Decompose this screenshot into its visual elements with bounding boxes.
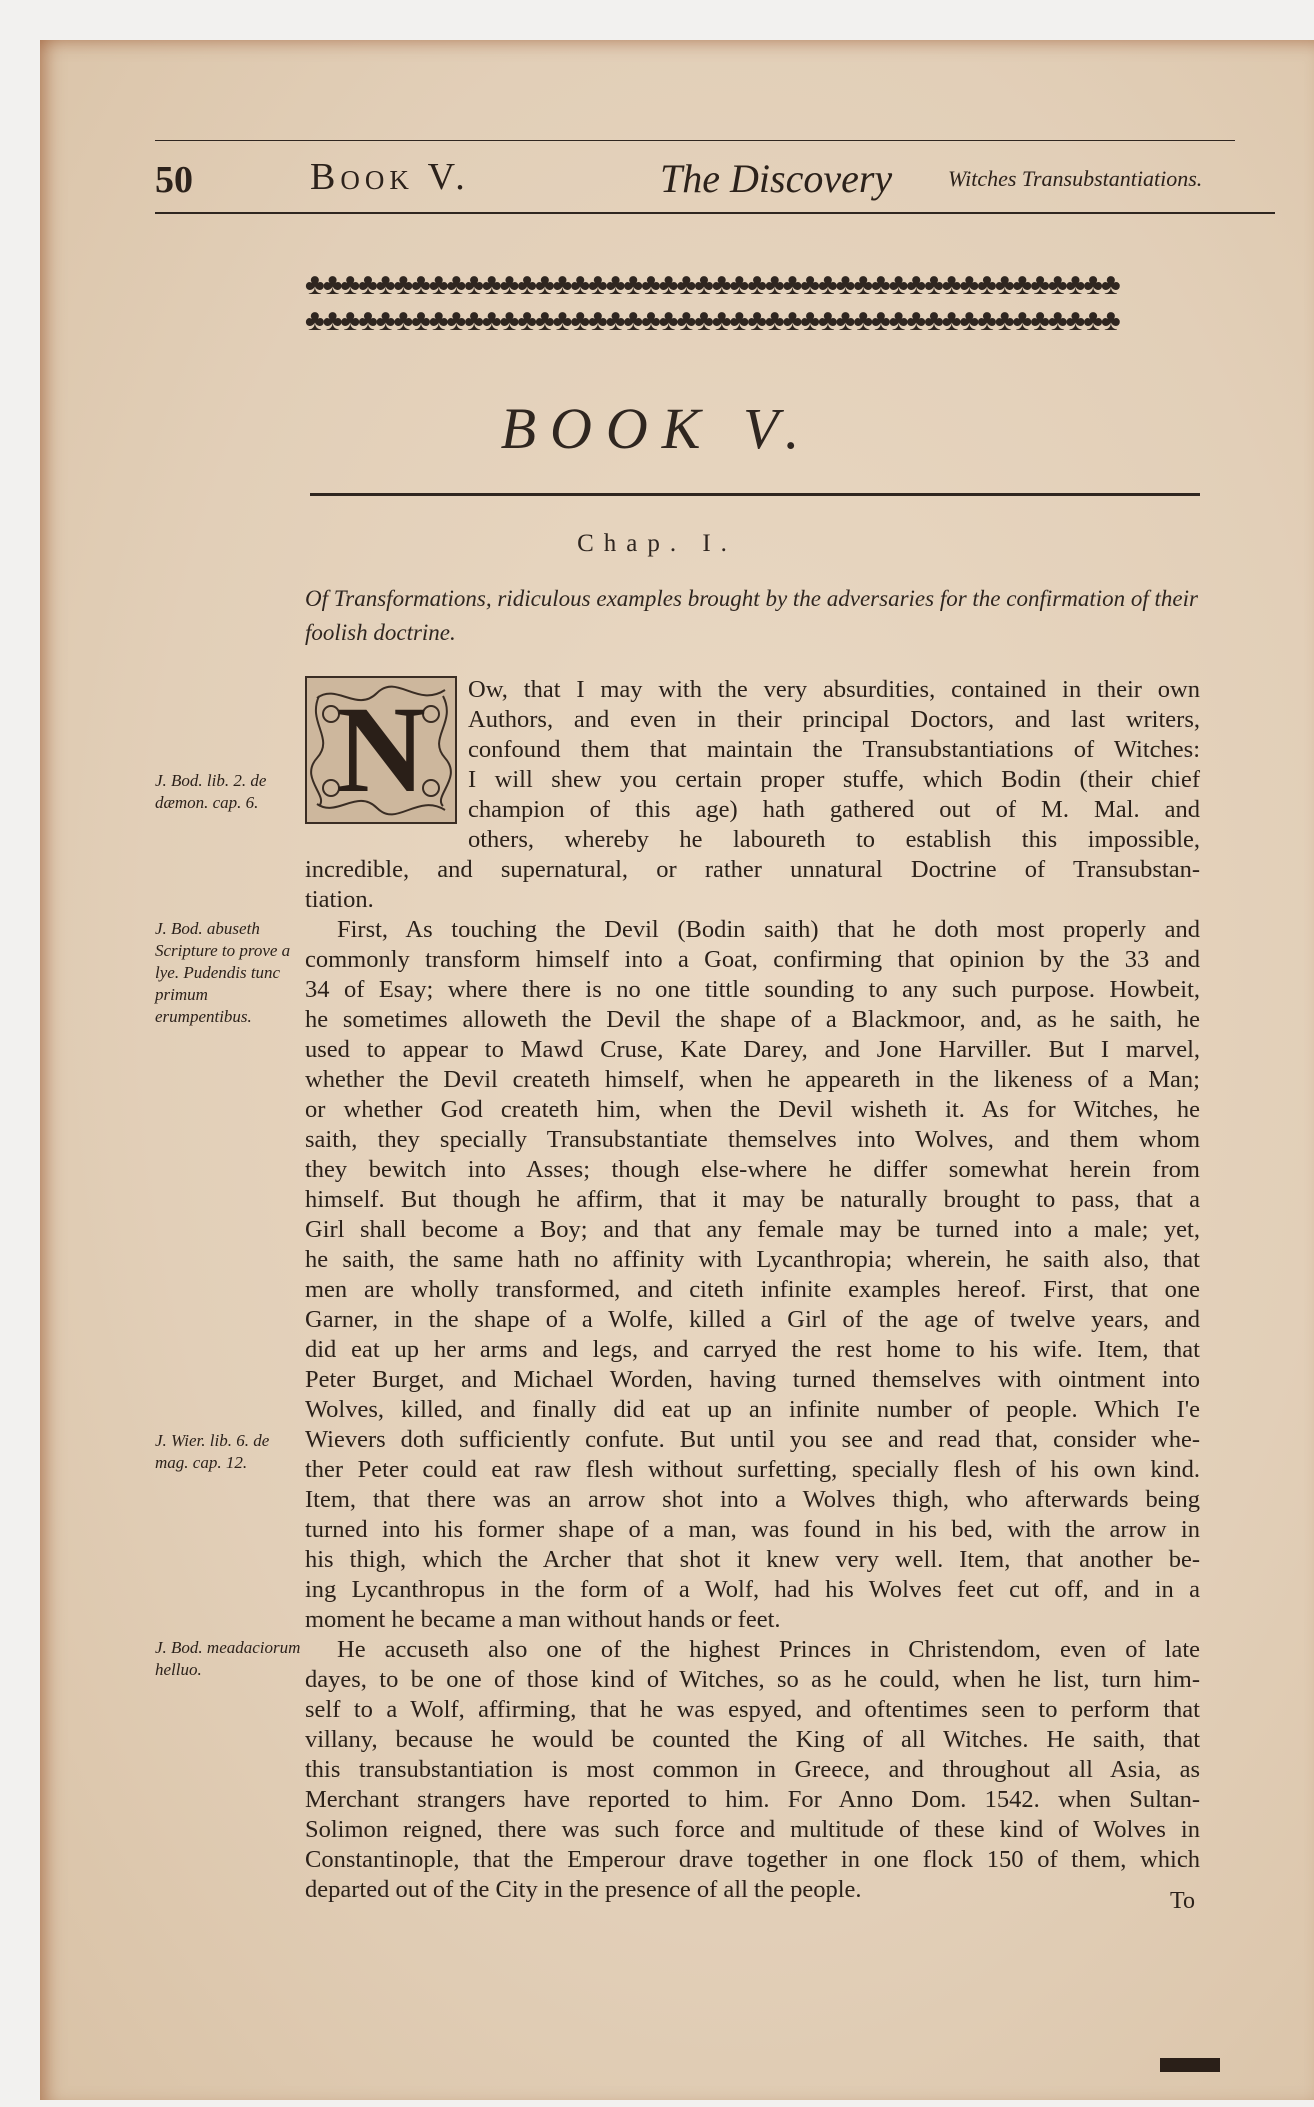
text-line: used to appear to Mawd Cruse, Kate Darey, and Jone Harviller. But I marvel, xyxy=(305,1036,1200,1063)
chapter-summary: Of Transformations, ridiculous examples brought by the adversaries for the confirmation of their foolish doctrine. xyxy=(305,586,1198,645)
text-line: Solimon reigned, there was such force and multitude of these kind of Wolves in xyxy=(305,1816,1200,1843)
text-line: villany, because he would be counted the King of all Witches. He saith, that xyxy=(305,1726,1200,1753)
text-line: commonly transform himself into a Goat, confirming that opinion by the 33 and xyxy=(305,946,1200,973)
text-line: Constantinople, that the Emperour drave together in one flock 150 of them, which xyxy=(305,1846,1200,1873)
margin-note-bodin-scripture: J. Bod. abuseth Scripture to prove a lye. Pudendis tunc primum erumpentibus. xyxy=(155,919,291,1026)
text-line: men are wholly transformed, and citeth infinite examples hereof. First, that one xyxy=(305,1276,1200,1303)
text-line: dayes, to be one of those kind of Witches, so as he could, when he list, turn him- xyxy=(305,1666,1200,1693)
text-line: Authors, and even in their principal Doctors, and last writers, xyxy=(468,706,1200,733)
ornament-band-bottom: ♣♣♣♣♣♣♣♣♣♣♣♣♣♣♣♣♣♣♣♣♣♣♣♣♣♣♣♣♣♣♣♣♣♣♣♣♣♣♣♣♣♣♣♣♣♣ xyxy=(305,304,1119,337)
text-line: Girl shall become a Boy; and that any female may be turned into a male; yet, xyxy=(305,1216,1200,1243)
text-line: turned into his former shape of a man, was found in his bed, with the arrow in xyxy=(305,1516,1200,1543)
text-line: tiation. xyxy=(305,886,374,913)
text-line: himself. But though he affirm, that it may be naturally brought to pass, that a xyxy=(305,1186,1200,1213)
text-line: self to a Wolf, affirming, that he was espyed, and oftentimes seen to perform that xyxy=(305,1696,1200,1723)
text-line: Garner, in the shape of a Wolfe, killed a Girl of the age of twelve years, and xyxy=(305,1306,1200,1333)
margin-note-bodin-lib2: J. Bod. lib. 2. de dæmon. cap. 6. xyxy=(155,771,267,812)
text-line: his thigh, which the Archer that shot it knew very well. Item, that another be- xyxy=(305,1546,1200,1573)
text-line: departed out of the City in the presence of all the people. xyxy=(305,1876,862,1903)
text-line: saith, they specially Transubstantiate themselves into Wolves, and them whom xyxy=(305,1126,1200,1153)
text-line: Item, that there was an arrow shot into a Wolves thigh, who afterwards being xyxy=(305,1486,1200,1513)
drop-cap-letter: N xyxy=(336,681,426,818)
chapter-heading: Chap. I. xyxy=(577,530,737,557)
text-line: Merchant strangers have reported to him. For Anno Dom. 1542. when Sultan- xyxy=(305,1786,1200,1813)
catchword: To xyxy=(1170,1888,1195,1914)
section-title: Witches Transubstantiations. xyxy=(948,166,1203,191)
title-rule xyxy=(310,493,1200,496)
text-line: First, As touching the Devil (Bodin saith) that he doth most properly and xyxy=(337,916,1200,943)
text-line: Wolves, killed, and finally did eat up an infinite number of people. Which I'e xyxy=(305,1396,1200,1423)
text-line: champion of this age) hath gathered out of M. Mal. and xyxy=(468,796,1200,823)
text-line: others, whereby he laboureth to establish this impossible, xyxy=(468,826,1200,853)
text-line: ing Lycanthropus in the form of a Wolf, had his Wolves feet cut off, and in a xyxy=(305,1576,1200,1603)
text-line: moment he became a man without hands or feet. xyxy=(305,1606,781,1633)
text-line: he sometimes alloweth the Devil the shape of a Blackmoor, and, as he saith, he xyxy=(305,1006,1200,1033)
text-line: did eat up her arms and legs, and carryed the rest home to his wife. Item, that xyxy=(305,1336,1200,1363)
text-line: they bewitch into Asses; though else-where he differ somewhat herein from xyxy=(305,1156,1200,1183)
text-line: 34 of Esay; where there is no one tittle sounding to any such purpose. Howbeit, xyxy=(305,976,1200,1003)
text-line: or whether God createth him, when the Devil wisheth it. As for Witches, he xyxy=(305,1096,1200,1123)
text-line: Ow, that I may with the very absurdities, contained in their own xyxy=(468,676,1200,703)
running-title: The Discovery xyxy=(660,156,893,201)
text-line: ther Peter could eat raw flesh without surfetting, specially flesh of his own kind. xyxy=(305,1456,1200,1483)
ornament-band-top: ♣♣♣♣♣♣♣♣♣♣♣♣♣♣♣♣♣♣♣♣♣♣♣♣♣♣♣♣♣♣♣♣♣♣♣♣♣♣♣♣♣♣♣♣♣♣ xyxy=(305,268,1119,301)
margin-note-wier-lib6: J. Wier. lib. 6. de mag. cap. 12. xyxy=(155,1431,270,1472)
text-line: this transubstantiation is most common in Greece, and throughout all Asia, as xyxy=(305,1756,1200,1783)
text-line: Peter Burget, and Michael Worden, having turned themselves with ointment into xyxy=(305,1366,1200,1393)
text-line: whether the Devil createth himself, when he appeareth in the likeness of a Man; xyxy=(305,1066,1200,1093)
text-line: I will shew you certain proper stuffe, which Bodin (their chief xyxy=(468,766,1200,793)
page-number: 50 xyxy=(155,159,193,201)
text-line: He accuseth also one of the highest Princes in Christendom, even of late xyxy=(337,1636,1200,1663)
text-line: confound them that maintain the Transubstantiations of Witches: xyxy=(468,736,1200,763)
header-bottom-rule xyxy=(155,212,1275,214)
book-title: BOOK V. xyxy=(500,396,814,461)
book-label: Book V. xyxy=(310,156,470,198)
margin-note-bodin-helluo: J. Bod. meadaciorum helluo. xyxy=(155,1638,301,1679)
text-line: Wievers doth sufficiently confute. But until you see and read that, consider whe- xyxy=(305,1426,1200,1453)
text-line: incredible, and supernatural, or rather unnatural Doctrine of Transubstan- xyxy=(305,856,1200,883)
header-top-rule xyxy=(155,140,1235,141)
decorated-initial xyxy=(305,676,457,824)
text-line: he saith, the same hath no affinity with Lycanthropia; wherein, he saith also, that xyxy=(305,1246,1200,1273)
page-edge-mark xyxy=(1160,2058,1220,2072)
